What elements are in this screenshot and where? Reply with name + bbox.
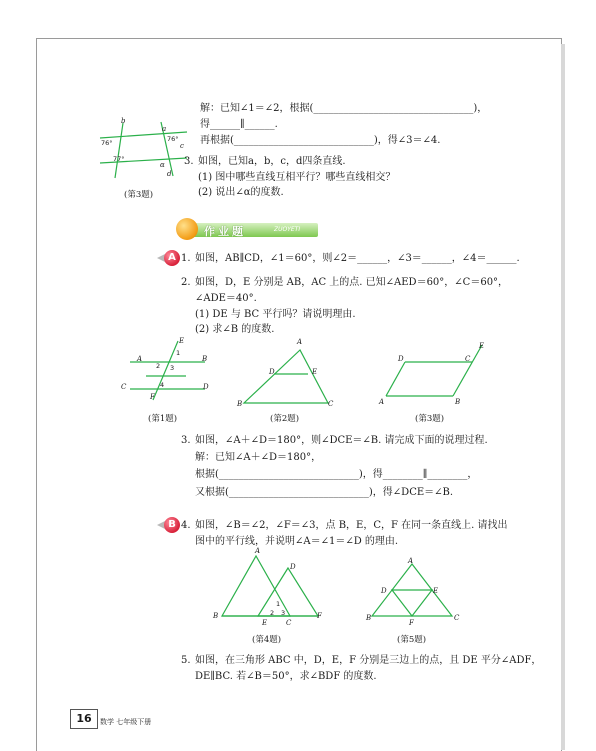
fig2-label-C: C xyxy=(328,400,334,408)
q2-sub1: (1) DE 与 BC 平行吗？请说明理由. xyxy=(195,309,356,320)
angle-77: 77° xyxy=(113,155,125,163)
q1-text: 如图，AB∥CD，∠1＝60°，则∠2＝______，∠3＝______，∠4＝______. xyxy=(195,253,520,264)
q3-top-stem: 如图，已知a，b，c，d四条直线. xyxy=(198,156,346,167)
fig1-label-D: D xyxy=(203,383,209,391)
fig4-label-E: E xyxy=(262,619,268,627)
line-label-b: b xyxy=(121,117,126,125)
level-b-badge: B xyxy=(164,517,180,533)
level-a-badge: A xyxy=(164,250,180,266)
q5-line1: 如图，在三角形 ABC 中，D，E，F 分别是三边上的点，且 DE 平分∠ADF， xyxy=(195,655,542,666)
fig1-angle-1: 1 xyxy=(176,349,181,357)
fig3-label-B: B xyxy=(455,398,461,406)
fig4-label-C: C xyxy=(286,619,292,627)
banner-orb-icon xyxy=(176,218,198,240)
angle-label-alpha: α xyxy=(160,161,165,169)
page-shadow xyxy=(561,44,565,750)
q3-top-number: 3. xyxy=(184,156,194,167)
q5-number: 5. xyxy=(181,655,191,666)
q5-line2: DE∥BC. 若∠B＝50°，求∠BDF 的度数. xyxy=(195,671,377,682)
fig3-label-A: A xyxy=(379,398,385,406)
q4-line1: 如图，∠B＝∠2，∠F＝∠3，点 B，E，C，F 在同一条直线上. 请找出 xyxy=(195,520,508,531)
figure-top-q3 xyxy=(95,118,195,183)
line-label-d: d xyxy=(167,170,172,178)
book-title: 数学 七年级下册 xyxy=(100,718,152,726)
fig4-angle-2: 2 xyxy=(270,609,275,617)
q4-line2: 图中的平行线，并说明∠A＝∠1＝∠D 的理由. xyxy=(195,536,399,547)
fig1-label-C: C xyxy=(121,383,127,391)
solution-line-2: 得______∥______. xyxy=(200,119,278,130)
figure-q1 xyxy=(120,338,220,408)
caption-q3: (第3题) xyxy=(415,414,445,424)
fig3-label-D: D xyxy=(398,355,404,363)
figure-q2 xyxy=(236,345,336,410)
fig2-label-D: D xyxy=(269,368,275,376)
q3-line3: 根据(____________________________)，得________∥________， xyxy=(195,469,478,480)
fig5-label-E: E xyxy=(433,587,439,595)
q4-number: 4. xyxy=(181,520,191,531)
fig2-label-E: E xyxy=(312,368,318,376)
fig1-label-F: F xyxy=(150,393,155,401)
angle-76-left: 76° xyxy=(101,139,113,147)
q2-line2: ∠ADE＝40°. xyxy=(195,293,257,304)
caption-q2: (第2题) xyxy=(270,414,300,424)
fig1-label-A: A xyxy=(137,355,143,363)
fig1-angle-3: 3 xyxy=(170,364,175,372)
line-label-a: a xyxy=(162,125,167,133)
figure-q3 xyxy=(380,340,490,405)
fig1-angle-4: 4 xyxy=(160,381,165,389)
solution-line-1: 解：已知∠1＝∠2，根据(________________________________)， xyxy=(200,103,488,114)
fig3-label-E: E xyxy=(479,342,485,350)
fig5-label-B: B xyxy=(366,614,372,622)
caption-q4: (第4题) xyxy=(252,635,282,645)
q2-sub2: (2) 求∠B 的度数. xyxy=(195,324,275,335)
caption-q1: (第1题) xyxy=(148,414,178,424)
fig5-label-F: F xyxy=(409,619,414,627)
fig4-label-F: F xyxy=(317,612,322,620)
fig4-angle-1: 1 xyxy=(276,600,281,608)
banner-title: 作业题 xyxy=(204,225,246,238)
fig1-label-E: E xyxy=(179,337,185,345)
fig4-angle-3: 3 xyxy=(281,609,286,617)
q3-line2: 解：已知∠A＋∠D＝180°， xyxy=(195,452,322,463)
q3-line4: 又根据(____________________________)，得∠DCE＝∠B. xyxy=(195,487,454,498)
caption-top-q3: (第3题) xyxy=(124,190,154,200)
q2-line1: 如图，D，E 分别是 AB，AC 上的点. 已知∠AED＝60°，∠C＝60°， xyxy=(195,277,509,288)
solution-line-3: 再根据(____________________________)，得∠3＝∠4. xyxy=(200,135,441,146)
page-number: 16 xyxy=(70,709,98,729)
fig5-label-A: A xyxy=(408,557,414,565)
q1-number: 1. xyxy=(181,253,191,264)
fig4-label-B: B xyxy=(213,612,219,620)
fig2-label-B: B xyxy=(237,400,243,408)
fig5-label-D: D xyxy=(381,587,387,595)
q3-top-sub1: (1) 图中哪些直线互相平行？哪些直线相交？ xyxy=(198,172,396,183)
fig5-label-C: C xyxy=(454,614,460,622)
fig1-angle-2: 2 xyxy=(156,362,161,370)
q2-number: 2. xyxy=(181,277,191,288)
fig3-label-C: C xyxy=(465,355,471,363)
q3-line1: 如图，∠A＋∠D＝180°，则∠DCE＝∠B. 请完成下面的说理过程. xyxy=(195,435,488,446)
q3-number: 3. xyxy=(181,435,191,446)
fig1-label-B: B xyxy=(202,355,208,363)
fig4-label-A: A xyxy=(255,547,261,555)
banner-pinyin: ZUOYETI xyxy=(274,226,301,233)
angle-76-right: 76° xyxy=(167,135,179,143)
caption-q5: (第5题) xyxy=(397,635,427,645)
line-label-c: c xyxy=(180,142,184,150)
homework-banner xyxy=(176,218,320,240)
fig2-label-A: A xyxy=(297,338,303,346)
q3-top-sub2: (2) 说出∠α的度数. xyxy=(198,187,284,198)
fig4-label-D: D xyxy=(290,563,296,571)
